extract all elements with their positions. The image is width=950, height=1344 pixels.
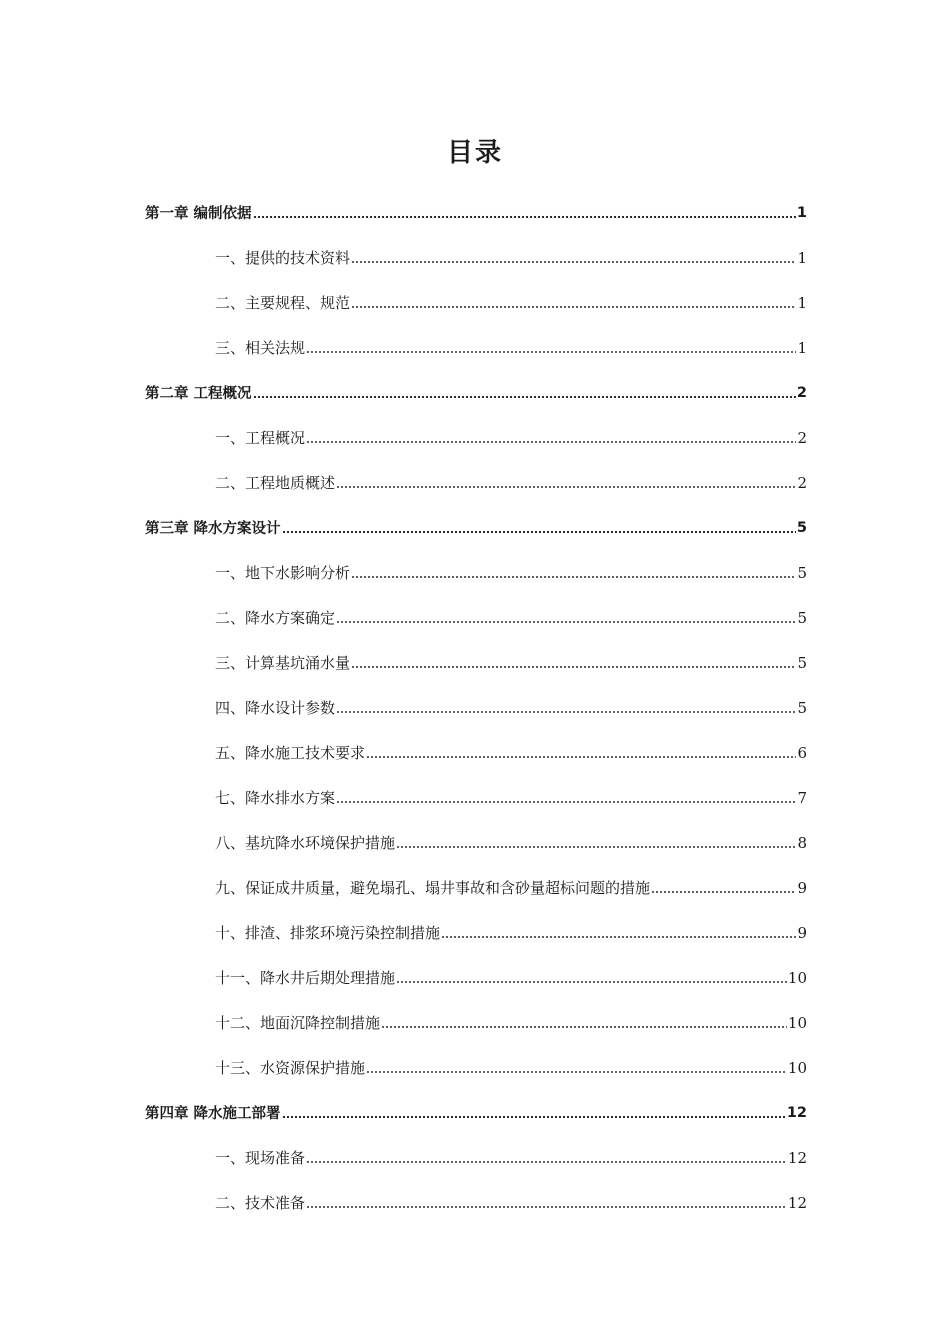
toc-dot-leader [351,571,796,583]
toc-entry-label: 三、计算基坑涌水量 [215,654,351,672]
toc-dot-leader [366,1066,787,1078]
toc-section-entry[interactable] [145,235,807,280]
toc-entry-label: 十、排渣、排浆环境污染控制措施 [215,924,441,942]
toc-chapter-entry[interactable] [145,1090,807,1135]
toc-entry-label: 第一章 编制依据 [145,206,252,222]
toc-page-number: 7 [797,788,807,807]
toc-section-entry[interactable] [145,460,807,505]
toc-page-number: 5 [797,653,807,672]
toc-dot-leader [366,751,796,763]
toc-entry-label: 五、降水施工技术要求 [215,744,366,762]
toc-dot-leader [396,841,796,853]
toc-page-number: 9 [797,923,807,942]
toc-chapter-entry[interactable] [145,370,807,415]
toc-page-number: 1 [797,338,807,357]
toc-section-entry[interactable] [145,730,807,775]
toc-dot-leader [306,1201,787,1213]
toc-chapter-entry[interactable] [145,190,807,235]
toc-dot-leader [306,436,796,448]
toc-section-entry[interactable] [145,1045,807,1090]
toc-section-entry[interactable] [145,685,807,730]
toc-section-entry[interactable] [145,1000,807,1045]
toc-page-number: 10 [787,968,807,987]
toc-dot-leader [351,661,796,673]
toc-page-number: 9 [797,878,807,897]
toc-page-number: 6 [797,743,807,762]
toc-entry-label: 一、现场准备 [215,1149,306,1167]
toc-dot-leader [336,706,796,718]
toc-entry-label: 第四章 降水施工部署 [145,1106,281,1122]
toc-page-number: 10 [787,1058,807,1077]
toc-section-entry[interactable] [145,640,807,685]
toc-page-number: 1 [797,248,807,267]
toc-page-number: 12 [787,1193,807,1212]
toc-dot-leader [351,301,796,313]
toc-dot-leader [441,931,796,943]
toc-section-entry[interactable] [145,280,807,325]
toc-dot-leader [381,1021,787,1033]
toc-entry-label: 十二、地面沉降控制措施 [215,1014,381,1032]
toc-entry-label: 一、地下水影响分析 [215,564,351,582]
toc-section-entry[interactable] [145,910,807,955]
toc-page-number: 2 [796,384,807,401]
toc-dot-leader [253,391,796,403]
toc-page-number: 8 [797,833,807,852]
toc-dot-leader [396,976,787,988]
toc-entry-label: 第三章 降水方案设计 [145,521,281,537]
toc-entry-label: 第二章 工程概况 [145,386,252,402]
toc-dot-leader [336,616,796,628]
toc-section-entry[interactable] [145,595,807,640]
toc-entry-label: 二、技术准备 [215,1194,306,1212]
toc-section-entry[interactable] [145,1180,807,1225]
toc-dot-leader [351,256,796,268]
toc-page-number: 1 [796,204,807,221]
toc-page-number: 5 [797,563,807,582]
toc-dot-leader [336,481,796,493]
toc-page-number: 5 [797,608,807,627]
toc-chapter-entry[interactable] [145,505,807,550]
toc-page-number: 2 [797,428,807,447]
toc-page-number: 2 [797,473,807,492]
toc-dot-leader [336,796,796,808]
toc-dot-leader [282,1111,786,1123]
toc-section-entry[interactable] [145,955,807,1000]
toc-section-entry[interactable] [145,820,807,865]
toc-dot-leader [282,526,796,538]
toc-section-entry[interactable] [145,1135,807,1180]
toc-page-number: 5 [797,698,807,717]
toc-entry-label: 十一、降水井后期处理措施 [215,969,396,987]
toc-page-number: 10 [787,1013,807,1032]
toc-page-number: 1 [797,293,807,312]
toc-section-entry[interactable] [145,415,807,460]
toc-entry-label: 十三、水资源保护措施 [215,1059,366,1077]
toc-list [145,190,807,1225]
toc-page-number: 12 [786,1104,807,1121]
toc-section-entry[interactable] [145,550,807,595]
toc-entry-label: 三、相关法规 [215,339,306,357]
toc-section-entry[interactable] [145,775,807,820]
toc-title: 目录 [446,138,503,168]
toc-entry-label: 二、工程地质概述 [215,474,336,492]
toc-page-number: 5 [796,519,807,536]
toc-page-number: 12 [787,1148,807,1167]
toc-dot-leader [651,886,796,898]
toc-dot-leader [306,346,796,358]
toc-entry-label: 八、基坑降水环境保护措施 [215,834,396,852]
toc-dot-leader [306,1156,787,1168]
toc-dot-leader [253,211,796,223]
toc-entry-label: 九、保证成井质量，避免塌孔、塌井事故和含砂量超标问题的措施 [215,879,651,897]
toc-entry-label: 一、工程概况 [215,429,306,447]
toc-entry-label: 二、降水方案确定 [215,609,336,627]
toc-section-entry[interactable] [145,865,807,910]
toc-section-entry[interactable] [145,325,807,370]
toc-entry-label: 二、主要规程、规范 [215,294,351,312]
toc-entry-label: 七、降水排水方案 [215,789,336,807]
toc-entry-label: 四、降水设计参数 [215,699,336,717]
toc-entry-label: 一、提供的技术资料 [215,249,351,267]
